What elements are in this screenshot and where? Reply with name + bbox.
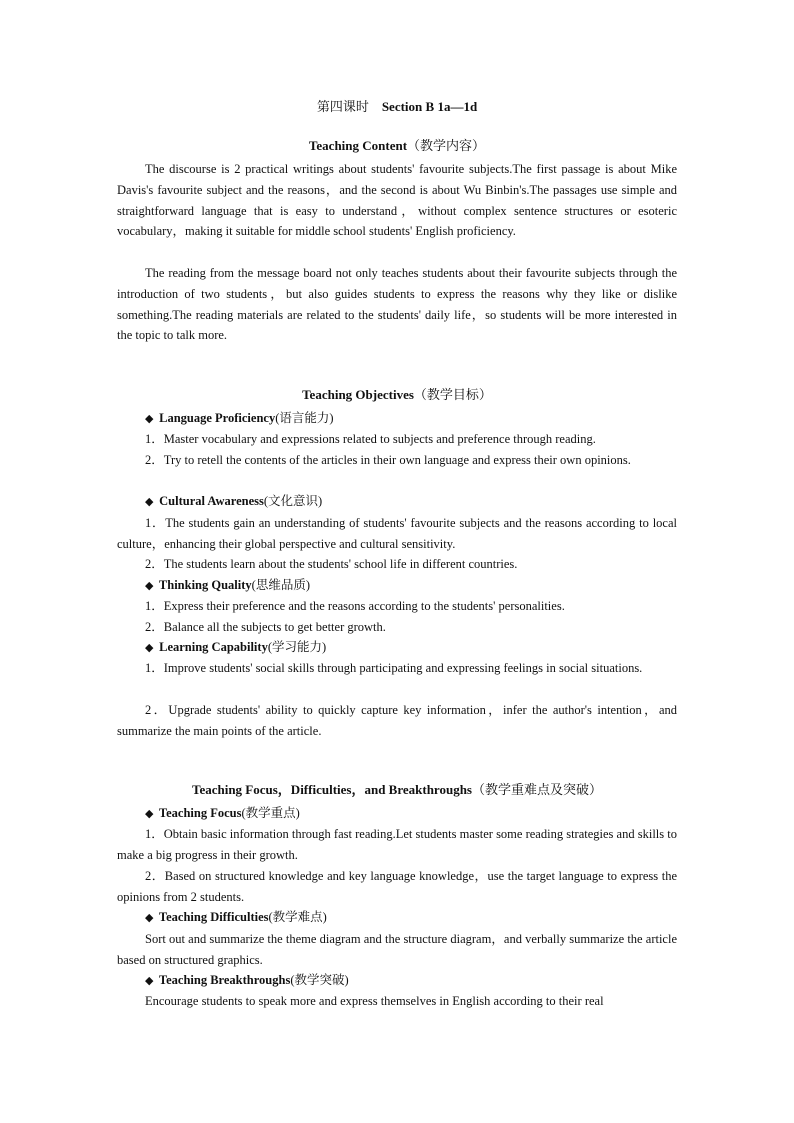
teaching-breakthroughs-heading: ◆ Teaching Breakthroughs(教学突破) — [145, 970, 349, 992]
thinking-quality-heading: ◆ Thinking Quality(思维品质) — [145, 575, 310, 597]
learning-item-2: 2．Upgrade students' ability to quickly capture key information，infer the author's intention，and summarize the main points of the article. — [117, 703, 677, 738]
lesson-title-en: Section B 1a—1d — [381, 99, 478, 114]
teaching-objectives-heading: Teaching Objectives（教学目标） — [302, 387, 492, 402]
content-paragraph-2: The reading from the message board not only teaches students about their favourite subjects through the introduction of two students，but also guides students to express the reasons why they like or dislike something.The reading materials are related to the students' daily life，so students will be more interested in the topic to talk more. — [117, 266, 677, 343]
teaching-focus-heading: ◆ Teaching Focus(教学重点) — [145, 803, 300, 825]
difficulties-text: Sort out and summarize the theme diagram and the structure diagram，and verbally summarize the article based on structured graphics. — [117, 932, 677, 967]
lesson-title-cn: 第四课时 — [316, 99, 369, 114]
teaching-content-heading: Teaching Content（教学内容） — [308, 138, 486, 153]
cultural-awareness-heading: ◆ Cultural Awareness(文化意识) — [145, 491, 322, 513]
focus-item-2: 2．Based on structured knowledge and key language knowledge，use the target language to express the opinions from 2 students. — [117, 869, 677, 904]
culture-item-1: 1．The students gain an understanding of students' favourite subjects and the reasons according to local culture，enhancing their global perspective and cultural sensitivity. — [117, 516, 677, 551]
focus-item-1: 1．Obtain basic information through fast reading.Let students master some reading strategies and skills to make a big progress in their growth. — [117, 827, 677, 862]
diamond-bullet-icon: ◆ — [145, 975, 154, 987]
focus-heading: Teaching Focus，Difficulties，and Breakthroughs（教学重难点及突破） — [191, 782, 603, 797]
diamond-bullet-icon: ◆ — [145, 912, 154, 924]
language-item-1: 1．Master vocabulary and expressions related to subjects and preference through reading. — [145, 432, 596, 446]
diamond-bullet-icon: ◆ — [145, 580, 154, 592]
language-item-2: 2．Try to retell the contents of the articles in their own language and express their own opinions. — [145, 453, 631, 467]
diamond-bullet-icon: ◆ — [145, 642, 154, 654]
lesson-title — [117, 97, 677, 118]
culture-item-2: 2．The students learn about the students' school life in different countries. — [145, 557, 518, 571]
language-proficiency-heading: ◆ Language Proficiency(语言能力) — [145, 408, 334, 430]
breakthroughs-text: Encourage students to speak more and express themselves in English according to their real — [145, 994, 604, 1008]
teaching-difficulties-heading: ◆ Teaching Difficulties(教学难点) — [145, 907, 327, 929]
diamond-bullet-icon: ◆ — [145, 413, 154, 425]
learning-item-1: 1．Improve students' social skills through participating and expressing feelings in social situations. — [145, 661, 643, 675]
thinking-item-1: 1．Express their preference and the reasons according to the students' personalities. — [145, 599, 565, 613]
diamond-bullet-icon: ◆ — [145, 808, 154, 820]
diamond-bullet-icon: ◆ — [145, 496, 154, 508]
content-paragraph-1: The discourse is 2 practical writings about students' favourite subjects.The first passage is about Mike Davis's favourite subject and the reasons，and the second is about Wu Binbin's.The passages use simple and straightforward language that is easy to understand，without complex sentence structures or esoteric vocabulary，making it suitable for middle school students' English proficiency. — [117, 162, 677, 239]
learning-capability-heading: ◆ Learning Capability(学习能力) — [145, 637, 326, 659]
thinking-item-2: 2．Balance all the subjects to get better growth. — [145, 620, 386, 634]
